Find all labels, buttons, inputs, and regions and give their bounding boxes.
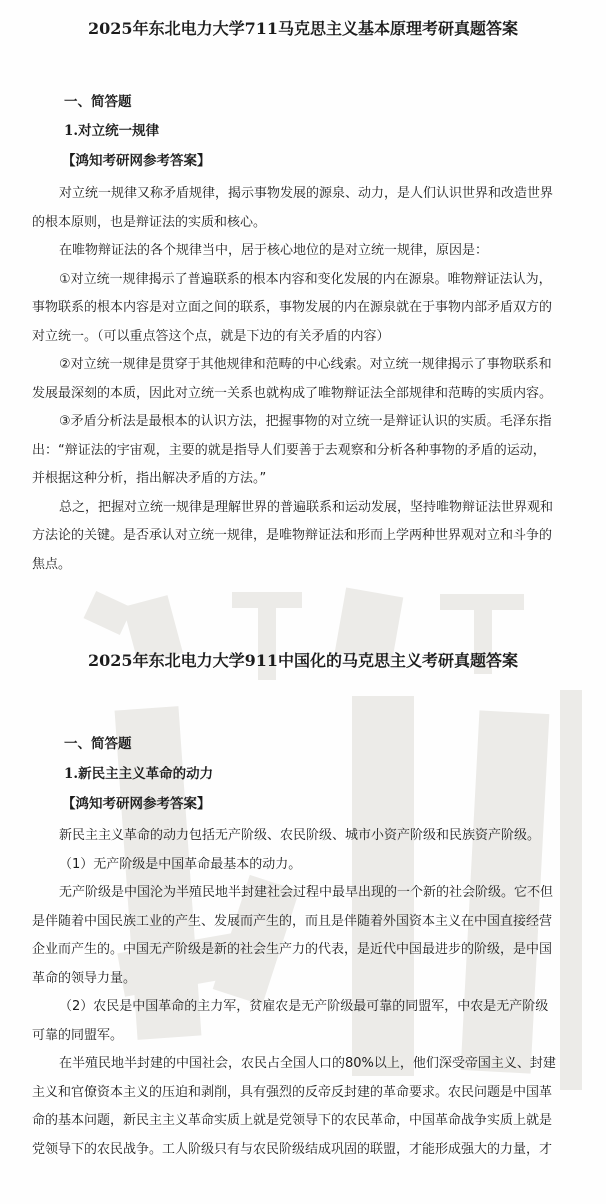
doc2-question-heading: 1.新民主主义革命的动力 [64, 766, 214, 782]
doc1-ref-block [0, 151, 606, 171]
doc1-paragraph-line: 方法论的关键。是否承认对立统一规律，是唯物辩证法和形而上学两种世界观对立和斗争的 [32, 528, 553, 543]
doc1-paragraph-line: 发展最深刻的本质，因此对立统一关系也就构成了唯物辩证法全部规律和范畴的实质内容。 [32, 385, 553, 401]
doc2-answer-body [0, 822, 596, 1164]
doc1-paragraph-line: 总之，把握对立统一规律是理解世界的普遍联系和运动发展，坚持唯物辩证法世界观和 [59, 499, 554, 515]
doc2-paragraph-line: 主义和官僚资本主义的压迫和剥削，具有强烈的反帝反封建的革命要求。农民问题是中国革 [32, 1084, 553, 1100]
doc2-paragraph-line: 新民主主义革命的动力包括无产阶级、农民阶级、城市小资产阶级和民族资产阶级。 [59, 828, 541, 843]
doc2-paragraph-line: （1）无产阶级是中国革命最基本的动力。 [59, 856, 302, 872]
doc1-paragraph-line: ②对立统一规律是贯穿于其他规律和范畴的中心线索。对立统一规律揭示了事物联系和 [59, 357, 552, 372]
doc1-title-block [0, 18, 606, 40]
doc1-paragraph-line: ③矛盾分析法是最根本的认识方法，把握事物的对立统一是辩证认识的实质。毛泽东指 [59, 414, 552, 429]
doc2-reference-label: 【鸿知考研网参考答案】 [62, 796, 211, 812]
doc2-paragraph-line: 是伴随着中国民族工业的产生、发展而产生的，而且是伴随着外国资本主义在中国直接经营 [32, 913, 553, 929]
doc1-paragraph-line: 在唯物辩证法的各个规律当中，居于核心地位的是对立统一规律，原因是： [59, 243, 489, 258]
doc2-paragraph-line: 革命的领导力量。 [32, 970, 137, 986]
doc2-paragraph-line: 命的基本问题，新民主主义革命实质上就是党领导下的农民革命，中国革命战争实质上就是 [32, 1113, 553, 1128]
doc1-paragraph-line: 并根据这种分析，指出解决矛盾的方法。” [32, 471, 267, 486]
doc2-paragraph-line: 企业而产生的。中国无产阶级是新的社会生产力的代表，是近代中国最进步的阶级，是中国 [32, 942, 553, 957]
doc2-question-block [0, 764, 606, 784]
doc2-answer [0, 822, 606, 1164]
doc1-answer [0, 180, 606, 579]
doc1-title: 2025年东北电力大学711马克思主义基本原理考研真题答案 [88, 19, 518, 38]
doc1-paragraph-line: ①对立统一规律揭示了普遍联系的根本内容和变化发展的内在源泉。唯物辩证法认为， [59, 271, 552, 287]
doc1-section-heading-block [0, 92, 606, 112]
doc2-title: 2025年东北电力大学911中国化的马克思主义考研真题答案 [88, 651, 518, 670]
doc2-paragraph-line: （2）农民是中国革命的主力军，贫雇农是无产阶级最可靠的同盟军，中农是无产阶级 [59, 999, 549, 1014]
doc2-section-heading-block [0, 734, 606, 754]
doc1-question-heading: 1.对立统一规律 [64, 123, 160, 139]
doc2-paragraph-line: 在半殖民地半封建的中国社会，农民占全国人口的80%以上，他们深受帝国主义、封建 [59, 1056, 556, 1071]
doc2-paragraph-line: 无产阶级是中国沦为半殖民地半封建社会过程中最早出现的一个新的社会阶级。它不但 [59, 885, 554, 900]
doc1-paragraph-line: 对立统一规律又称矛盾规律，揭示事物发展的源泉、动力，是人们认识世界和改造世界 [59, 186, 554, 201]
doc2-paragraph-line: 党领导下的农民战争。工人阶级只有与农民阶级结成巩固的联盟，才能形成强大的力量，才 [32, 1141, 553, 1157]
doc1-question-block [0, 121, 606, 141]
doc1-paragraph-line: 对立统一。（可以重点答这个点，就是下边的有关矛盾的内容） [32, 328, 390, 344]
doc1-reference-label: 【鸿知考研网参考答案】 [62, 153, 211, 169]
doc2-section-heading: 一、简答题 [64, 736, 132, 752]
doc2-title-block [0, 650, 606, 672]
doc1-answer-body [0, 180, 596, 579]
doc1-paragraph-line: 出：“辩证法的宇宙观，主要的就是指导人们要善于去观察和分析各种事物的矛盾的运动， [32, 442, 546, 458]
doc1-paragraph-line: 事物联系的根本内容是对立面之间的联系，事物发展的内在源泉就在于事物内部矛盾双方的 [32, 300, 553, 315]
doc2-paragraph-line: 可靠的同盟军。 [32, 1027, 124, 1043]
doc1-paragraph-line: 的根本原则，也是辩证法的实质和核心。 [32, 214, 267, 230]
doc2-ref-block [0, 794, 606, 814]
doc1-paragraph-line: 焦点。 [32, 556, 72, 572]
doc1-section-heading: 一、简答题 [64, 94, 132, 110]
